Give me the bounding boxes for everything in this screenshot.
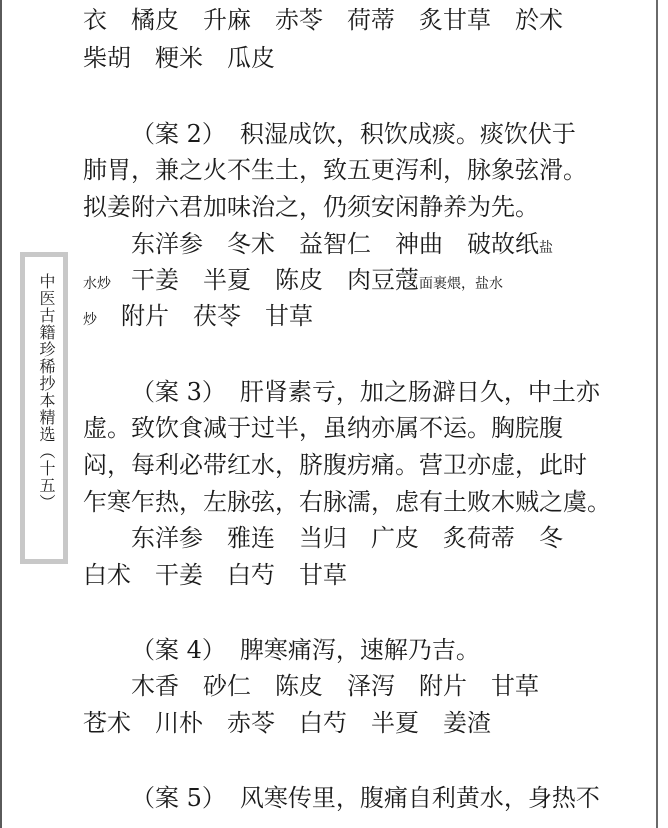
case-label: （案 4） [131,636,226,664]
herb-line: 炒 附片 茯苓 甘草 [83,302,313,330]
herb-line: 白术 干姜 白芍 甘草 [83,561,347,589]
sidebar-book-title-box [20,252,68,564]
case-heading-line: （案 3） 肝肾素亏，加之肠澼日久，中土亦 [131,378,600,406]
text-line: 虚。致饮食减于过半，虽纳亦属不运。胸脘腹 [83,414,563,442]
case-label: （案 2） [131,120,226,148]
case-label: （案 3） [131,378,226,406]
annotation: 盐 [539,240,553,256]
case-heading-line: （案 5） 风寒传里，腹痛自利黄水，身热不 [131,784,600,812]
page-edge-left [0,0,2,828]
herb-line: 东洋参 雅连 当归 广皮 炙荷蒂 冬 [131,524,563,552]
page-edge-right [656,0,668,828]
herb-line: 东洋参 冬术 益智仁 神曲 破故纸盐 [131,230,553,258]
herb-line: 木香 砂仁 陈皮 泽泻 附片 甘草 [131,672,539,700]
herb-line: 水炒 干姜 半夏 陈皮 肉豆蔻面裹煨，盐水 [83,266,503,294]
sidebar-book-title: 中医古籍珍稀抄本精选（十五） [37,273,56,511]
case-label: （案 5） [131,784,226,812]
herb-line: 苍术 川朴 赤苓 白芍 半夏 姜渣 [83,709,491,737]
annotation: 炒 [83,312,97,328]
text-line: 拟姜附六君加味治之，仍须安闲静养为先。 [83,193,539,221]
text-line: 衣 橘皮 升麻 赤苓 荷蒂 炙甘草 於术 [83,6,563,34]
annotation: 水炒 [83,276,111,292]
text-line: 乍寒乍热，左脉弦，右脉濡，虑有土败木贼之虞。 [83,488,611,516]
text-line: 闷，每利必带红水，脐腹疠痛。营卫亦虚，此时 [83,451,587,479]
text-line: 肺胃，兼之火不生土，致五更泻利，脉象弦滑。 [83,156,587,184]
case-heading-line: （案 4） 脾寒痛泻，速解乃吉。 [131,636,480,664]
text-line: 柴胡 粳米 瓜皮 [83,44,275,72]
case-heading-line: （案 2） 积湿成饮，积饮成痰。痰饮伏于 [131,120,576,148]
annotation: 面裹煨，盐水 [419,276,503,292]
